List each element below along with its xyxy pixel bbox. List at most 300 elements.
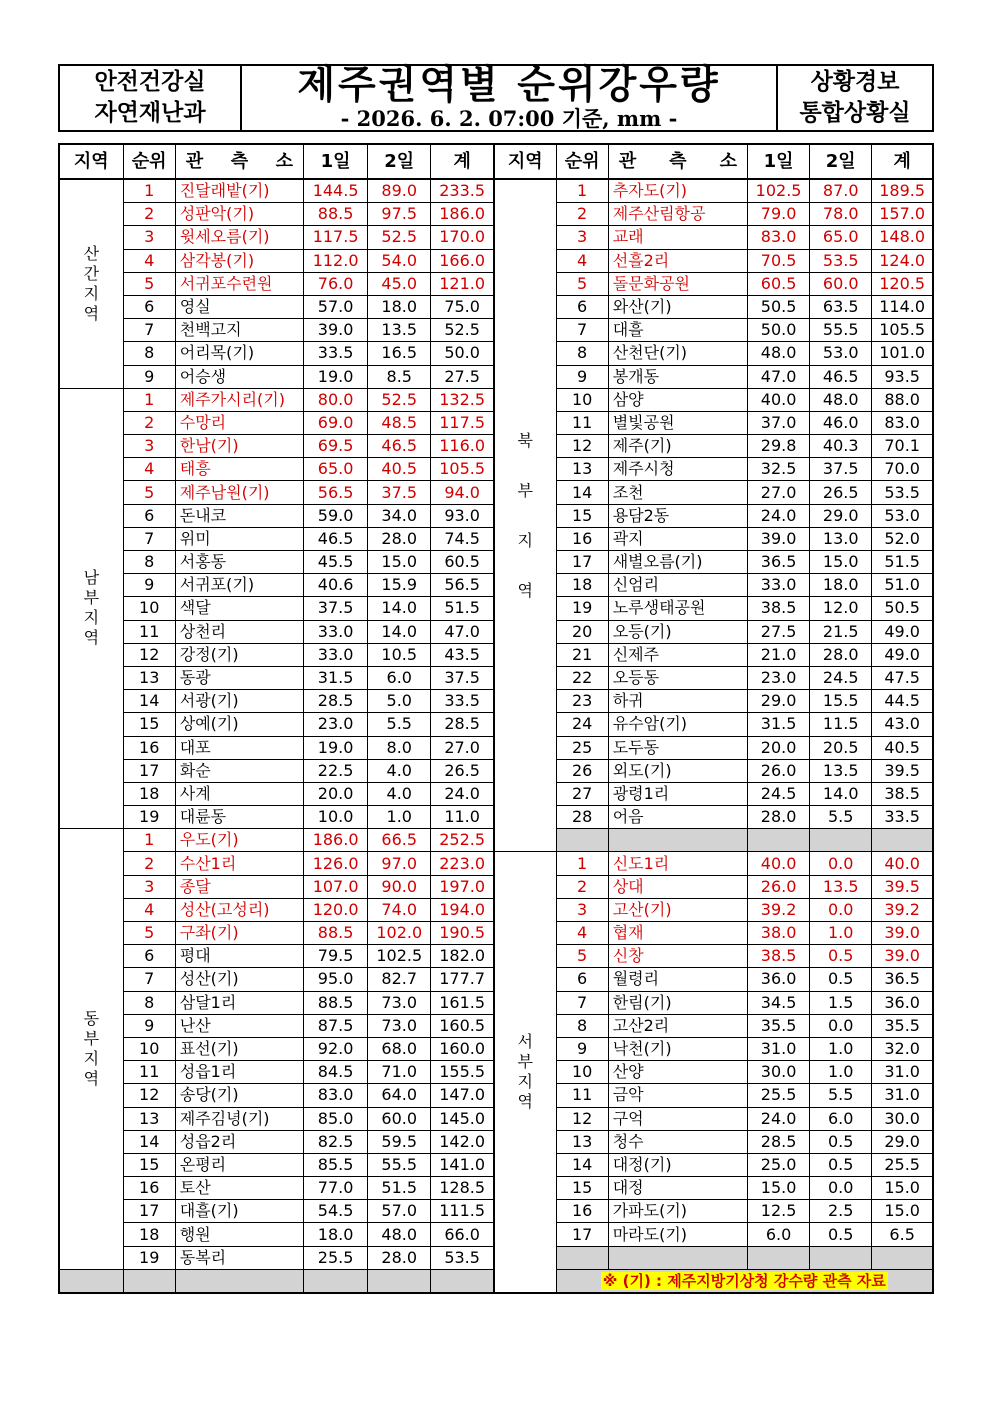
rank-cell: 7 [123, 968, 175, 991]
total-rain: 105.5 [872, 319, 933, 342]
rank-cell: 15 [123, 1153, 175, 1176]
day1-rain: 88.5 [304, 991, 368, 1014]
station-name: 평대 [175, 945, 303, 968]
station-name: 고산(기) [608, 898, 747, 921]
rank-cell: 8 [556, 342, 608, 365]
total-rain: 190.5 [431, 922, 494, 945]
total-rain: 33.5 [431, 690, 494, 713]
station-name: 제주(기) [608, 435, 747, 458]
total-rain: 39.0 [872, 945, 933, 968]
day2-rain: 55.5 [368, 1153, 431, 1176]
empty-cell [810, 829, 872, 852]
total-rain: 157.0 [872, 203, 933, 226]
day1-rain: 10.0 [304, 806, 368, 829]
station-name: 신제주 [608, 643, 747, 666]
station-name: 성읍2리 [175, 1130, 303, 1153]
rank-cell: 18 [123, 782, 175, 805]
day1-rain: 56.5 [304, 481, 368, 504]
day2-rain: 0.5 [810, 1130, 872, 1153]
rank-cell: 5 [123, 481, 175, 504]
day1-rain: 87.5 [304, 1014, 368, 1037]
rank-cell: 21 [556, 643, 608, 666]
rank-cell: 9 [556, 1037, 608, 1060]
total-rain: 15.0 [872, 1177, 933, 1200]
rank-cell: 4 [556, 922, 608, 945]
day1-rain: 48.0 [748, 342, 810, 365]
day1-rain: 95.0 [304, 968, 368, 991]
day2-rain: 57.0 [368, 1200, 431, 1223]
rank-cell: 3 [556, 226, 608, 249]
column-header: 2일 [810, 144, 872, 179]
rank-cell: 5 [123, 272, 175, 295]
total-rain: 233.5 [431, 179, 494, 203]
rank-cell: 3 [123, 226, 175, 249]
day2-rain: 14.0 [810, 782, 872, 805]
rank-cell: 25 [556, 736, 608, 759]
total-rain: 105.5 [431, 458, 494, 481]
day2-rain: 5.5 [368, 713, 431, 736]
station-name: 청수 [608, 1130, 747, 1153]
day2-rain: 40.5 [368, 458, 431, 481]
total-rain: 36.0 [872, 991, 933, 1014]
station-name: 사계 [175, 782, 303, 805]
rank-cell: 3 [123, 435, 175, 458]
empty-cell [748, 829, 810, 852]
day1-rain: 60.5 [748, 272, 810, 295]
station-name: 고산2리 [608, 1014, 747, 1037]
rank-cell: 16 [123, 1177, 175, 1200]
empty-cell [748, 1246, 810, 1269]
total-rain: 31.0 [872, 1061, 933, 1084]
day1-rain: 120.0 [304, 898, 368, 921]
station-name: 신창 [608, 945, 747, 968]
day1-rain: 25.5 [748, 1084, 810, 1107]
day2-rain: 90.0 [368, 875, 431, 898]
day2-rain: 73.0 [368, 991, 431, 1014]
day2-rain: 15.9 [368, 574, 431, 597]
day2-rain: 5.5 [810, 806, 872, 829]
station-name: 서광(기) [175, 690, 303, 713]
station-name: 동복리 [175, 1246, 303, 1269]
day2-rain: 21.5 [810, 620, 872, 643]
column-header: 관 측 소 [175, 144, 303, 179]
column-header: 계 [872, 144, 933, 179]
office-label [778, 66, 932, 130]
day2-rain: 46.0 [810, 411, 872, 434]
column-header: 관 측 소 [608, 144, 747, 179]
day2-rain: 40.3 [810, 435, 872, 458]
station-name: 서귀포(기) [175, 574, 303, 597]
rank-cell: 17 [556, 1223, 608, 1246]
day2-rain: 4.0 [368, 759, 431, 782]
empty-cell [175, 1269, 303, 1293]
day1-rain: 144.5 [304, 179, 368, 203]
day1-rain: 12.5 [748, 1200, 810, 1223]
day1-rain: 82.5 [304, 1130, 368, 1153]
day1-rain: 37.5 [304, 597, 368, 620]
day2-rain: 0.5 [810, 968, 872, 991]
rank-cell: 5 [556, 945, 608, 968]
station-name: 제주남원(기) [175, 481, 303, 504]
day1-rain: 30.0 [748, 1061, 810, 1084]
day1-rain: 88.5 [304, 203, 368, 226]
rank-cell: 2 [123, 411, 175, 434]
station-name: 행원 [175, 1223, 303, 1246]
station-name: 성산(기) [175, 968, 303, 991]
day2-rain: 8.0 [368, 736, 431, 759]
station-name: 상천리 [175, 620, 303, 643]
station-name: 대륜동 [175, 806, 303, 829]
station-name: 송당(기) [175, 1084, 303, 1107]
day1-rain: 29.0 [748, 690, 810, 713]
total-rain: 39.2 [872, 898, 933, 921]
day2-rain: 53.0 [810, 342, 872, 365]
day1-rain: 33.0 [304, 643, 368, 666]
day1-rain: 40.0 [748, 852, 810, 875]
empty-cell [872, 829, 933, 852]
day1-rain: 29.8 [748, 435, 810, 458]
empty-cell [304, 1269, 368, 1293]
day1-rain: 25.5 [304, 1246, 368, 1269]
rank-cell: 12 [556, 1107, 608, 1130]
station-name: 구좌(기) [175, 922, 303, 945]
station-name: 돌문화공원 [608, 272, 747, 295]
rank-cell: 15 [556, 1177, 608, 1200]
day1-rain: 31.5 [304, 666, 368, 689]
total-rain: 43.5 [431, 643, 494, 666]
rank-cell: 8 [556, 1014, 608, 1037]
day2-rain: 48.0 [368, 1223, 431, 1246]
rank-cell: 23 [556, 690, 608, 713]
station-name: 삼양 [608, 388, 747, 411]
total-rain: 39.5 [872, 759, 933, 782]
station-name: 제주시청 [608, 458, 747, 481]
day1-rain: 23.0 [304, 713, 368, 736]
station-name: 신엄리 [608, 574, 747, 597]
day1-rain: 28.5 [748, 1130, 810, 1153]
total-rain: 39.5 [872, 875, 933, 898]
total-rain: 56.5 [431, 574, 494, 597]
day2-rain: 102.5 [368, 945, 431, 968]
day2-rain: 59.5 [368, 1130, 431, 1153]
column-header: 계 [431, 144, 494, 179]
day2-rain: 28.0 [368, 527, 431, 550]
station-name: 오등동 [608, 666, 747, 689]
total-rain: 49.0 [872, 643, 933, 666]
total-rain: 35.5 [872, 1014, 933, 1037]
station-name: 윗세오름(기) [175, 226, 303, 249]
day1-rain: 83.0 [748, 226, 810, 249]
total-rain: 49.0 [872, 620, 933, 643]
day2-rain: 15.0 [810, 551, 872, 574]
station-name: 태흥 [175, 458, 303, 481]
region-label: 서부지역 [494, 852, 556, 1293]
day2-rain: 82.7 [368, 968, 431, 991]
station-name: 표선(기) [175, 1037, 303, 1060]
rank-cell: 13 [556, 458, 608, 481]
day2-rain: 0.0 [810, 898, 872, 921]
station-name: 상예(기) [175, 713, 303, 736]
day2-rain: 13.5 [810, 759, 872, 782]
office-line-1: 상황경보 [810, 69, 900, 95]
day1-rain: 45.5 [304, 551, 368, 574]
day1-rain: 50.0 [748, 319, 810, 342]
station-name: 산천단(기) [608, 342, 747, 365]
day1-rain: 35.5 [748, 1014, 810, 1037]
department-line-2: 자연재난과 [94, 100, 206, 126]
day2-rain: 0.5 [810, 1223, 872, 1246]
day1-rain: 24.5 [748, 782, 810, 805]
station-name: 어리목(기) [175, 342, 303, 365]
day1-rain: 126.0 [304, 852, 368, 875]
rank-cell: 24 [556, 713, 608, 736]
total-rain: 33.5 [872, 806, 933, 829]
day2-rain: 28.0 [810, 643, 872, 666]
region-label: 동부지역 [59, 829, 123, 1270]
station-name: 성산(고성리) [175, 898, 303, 921]
rank-cell: 6 [556, 968, 608, 991]
rank-cell: 26 [556, 759, 608, 782]
total-rain: 93.5 [872, 365, 933, 388]
station-name: 수산1리 [175, 852, 303, 875]
day1-rain: 79.0 [748, 203, 810, 226]
day1-rain: 40.6 [304, 574, 368, 597]
footnote-text: ※ (기) : 제주지방기상청 강수량 관측 자료 [602, 1271, 886, 1290]
day2-rain: 87.0 [810, 179, 872, 203]
day2-rain: 53.5 [810, 249, 872, 272]
rank-cell: 19 [123, 1246, 175, 1269]
station-name: 대포 [175, 736, 303, 759]
station-name: 추자도(기) [608, 179, 747, 203]
rank-cell: 16 [556, 1200, 608, 1223]
station-name: 상대 [608, 875, 747, 898]
station-name: 토산 [175, 1177, 303, 1200]
day1-rain: 33.0 [304, 620, 368, 643]
day2-rain: 37.5 [368, 481, 431, 504]
day1-rain: 84.5 [304, 1061, 368, 1084]
empty-cell [810, 1246, 872, 1269]
day1-rain: 40.0 [748, 388, 810, 411]
total-rain: 166.0 [431, 249, 494, 272]
total-rain: 26.5 [431, 759, 494, 782]
rank-cell: 5 [123, 922, 175, 945]
station-name: 제주산림항공 [608, 203, 747, 226]
empty-cell [431, 1269, 494, 1293]
day2-rain: 13.0 [810, 527, 872, 550]
total-rain: 83.0 [872, 411, 933, 434]
day2-rain: 0.5 [810, 1153, 872, 1176]
day1-rain: 27.0 [748, 481, 810, 504]
day2-rain: 5.0 [368, 690, 431, 713]
region-label: 산간지역 [59, 179, 123, 388]
rank-cell: 9 [123, 365, 175, 388]
day1-rain: 39.2 [748, 898, 810, 921]
day1-rain: 38.0 [748, 922, 810, 945]
rank-cell: 28 [556, 806, 608, 829]
station-name: 서귀포수련원 [175, 272, 303, 295]
station-name: 오등(기) [608, 620, 747, 643]
station-name: 새별오름(기) [608, 551, 747, 574]
day2-rain: 12.0 [810, 597, 872, 620]
total-rain: 51.0 [872, 574, 933, 597]
station-name: 대흘(기) [175, 1200, 303, 1223]
station-name: 돈내코 [175, 504, 303, 527]
total-rain: 161.5 [431, 991, 494, 1014]
total-rain: 6.5 [872, 1223, 933, 1246]
total-rain: 93.0 [431, 504, 494, 527]
day1-rain: 34.5 [748, 991, 810, 1014]
page-title: 제주권역별 순위강우량 [297, 63, 721, 108]
day1-rain: 65.0 [304, 458, 368, 481]
total-rain: 75.0 [431, 295, 494, 318]
day2-rain: 29.0 [810, 504, 872, 527]
rank-cell: 4 [556, 249, 608, 272]
day1-rain: 76.0 [304, 272, 368, 295]
total-rain: 52.0 [872, 527, 933, 550]
total-rain: 160.5 [431, 1014, 494, 1037]
total-rain: 88.0 [872, 388, 933, 411]
station-name: 대흘 [608, 319, 747, 342]
rank-cell: 14 [556, 1153, 608, 1176]
station-name: 삼달1리 [175, 991, 303, 1014]
day1-rain: 54.5 [304, 1200, 368, 1223]
day2-rain: 15.0 [368, 551, 431, 574]
rank-cell: 4 [123, 249, 175, 272]
station-name: 노루생태공원 [608, 597, 747, 620]
total-rain: 51.5 [431, 597, 494, 620]
day1-rain: 112.0 [304, 249, 368, 272]
rank-cell: 14 [123, 690, 175, 713]
total-rain: 120.5 [872, 272, 933, 295]
rainfall-table [58, 143, 934, 1294]
day2-rain: 89.0 [368, 179, 431, 203]
column-header: 1일 [304, 144, 368, 179]
rank-cell: 22 [556, 666, 608, 689]
station-name: 난산 [175, 1014, 303, 1037]
rank-cell: 2 [123, 203, 175, 226]
day1-rain: 117.5 [304, 226, 368, 249]
total-rain: 111.5 [431, 1200, 494, 1223]
rank-cell: 27 [556, 782, 608, 805]
day1-rain: 24.0 [748, 1107, 810, 1130]
total-rain: 50.5 [872, 597, 933, 620]
day2-rain: 78.0 [810, 203, 872, 226]
day1-rain: 85.5 [304, 1153, 368, 1176]
station-name: 강정(기) [175, 643, 303, 666]
day1-rain: 69.0 [304, 411, 368, 434]
rank-cell: 2 [556, 203, 608, 226]
empty-cell [872, 1246, 933, 1269]
total-rain: 70.0 [872, 458, 933, 481]
empty-cell [368, 1269, 431, 1293]
total-rain: 25.5 [872, 1153, 933, 1176]
rank-cell: 4 [123, 458, 175, 481]
station-name: 삼각봉(기) [175, 249, 303, 272]
day1-rain: 39.0 [748, 527, 810, 550]
rank-cell: 17 [123, 1200, 175, 1223]
day1-rain: 37.0 [748, 411, 810, 434]
day2-rain: 45.0 [368, 272, 431, 295]
day2-rain: 52.5 [368, 388, 431, 411]
rank-cell: 1 [123, 829, 175, 852]
day1-rain: 102.5 [748, 179, 810, 203]
day2-rain: 55.5 [810, 319, 872, 342]
day2-rain: 16.5 [368, 342, 431, 365]
rank-cell: 11 [556, 1084, 608, 1107]
day1-rain: 19.0 [304, 365, 368, 388]
station-name: 광령1리 [608, 782, 747, 805]
day1-rain: 28.0 [748, 806, 810, 829]
empty-cell [123, 1269, 175, 1293]
rank-cell: 17 [123, 759, 175, 782]
day2-rain: 68.0 [368, 1037, 431, 1060]
station-name: 천백고지 [175, 319, 303, 342]
rank-cell: 14 [556, 481, 608, 504]
rank-cell: 12 [123, 1084, 175, 1107]
region-label: 남부지역 [59, 388, 123, 829]
station-name: 서홍동 [175, 551, 303, 574]
header-row [59, 144, 933, 179]
station-name: 신도1리 [608, 852, 747, 875]
station-name: 위미 [175, 527, 303, 550]
station-name: 외도(기) [608, 759, 747, 782]
empty-cell [556, 829, 608, 852]
day2-rain: 71.0 [368, 1061, 431, 1084]
region-label [59, 1269, 123, 1293]
rank-cell: 17 [556, 551, 608, 574]
rank-cell: 19 [556, 597, 608, 620]
station-name: 한림(기) [608, 991, 747, 1014]
day2-rain: 26.5 [810, 481, 872, 504]
day1-rain: 36.5 [748, 551, 810, 574]
day2-rain: 46.5 [368, 435, 431, 458]
total-rain: 114.0 [872, 295, 933, 318]
rank-cell: 10 [123, 597, 175, 620]
total-rain: 28.5 [431, 713, 494, 736]
day2-rain: 6.0 [368, 666, 431, 689]
station-name: 봉개동 [608, 365, 747, 388]
rank-cell: 1 [123, 388, 175, 411]
title-block [240, 63, 778, 131]
station-name: 산양 [608, 1061, 747, 1084]
rank-cell: 11 [123, 620, 175, 643]
total-rain: 117.5 [431, 411, 494, 434]
total-rain: 53.5 [872, 481, 933, 504]
day1-rain: 25.0 [748, 1153, 810, 1176]
day1-rain: 22.5 [304, 759, 368, 782]
day1-rain: 18.0 [304, 1223, 368, 1246]
total-rain: 31.0 [872, 1084, 933, 1107]
total-rain: 155.5 [431, 1061, 494, 1084]
station-name: 하귀 [608, 690, 747, 713]
day2-rain: 74.0 [368, 898, 431, 921]
rank-cell: 1 [556, 852, 608, 875]
rank-cell: 7 [556, 319, 608, 342]
rank-cell: 19 [123, 806, 175, 829]
rank-cell: 9 [123, 574, 175, 597]
day1-rain: 50.5 [748, 295, 810, 318]
total-rain: 53.0 [872, 504, 933, 527]
day1-rain: 32.5 [748, 458, 810, 481]
day1-rain: 57.0 [304, 295, 368, 318]
station-name: 용담2동 [608, 504, 747, 527]
day2-rain: 0.0 [810, 1177, 872, 1200]
total-rain: 15.0 [872, 1200, 933, 1223]
rank-cell: 16 [556, 527, 608, 550]
rank-cell: 15 [556, 504, 608, 527]
total-rain: 186.0 [431, 203, 494, 226]
station-name: 제주가시리(기) [175, 388, 303, 411]
